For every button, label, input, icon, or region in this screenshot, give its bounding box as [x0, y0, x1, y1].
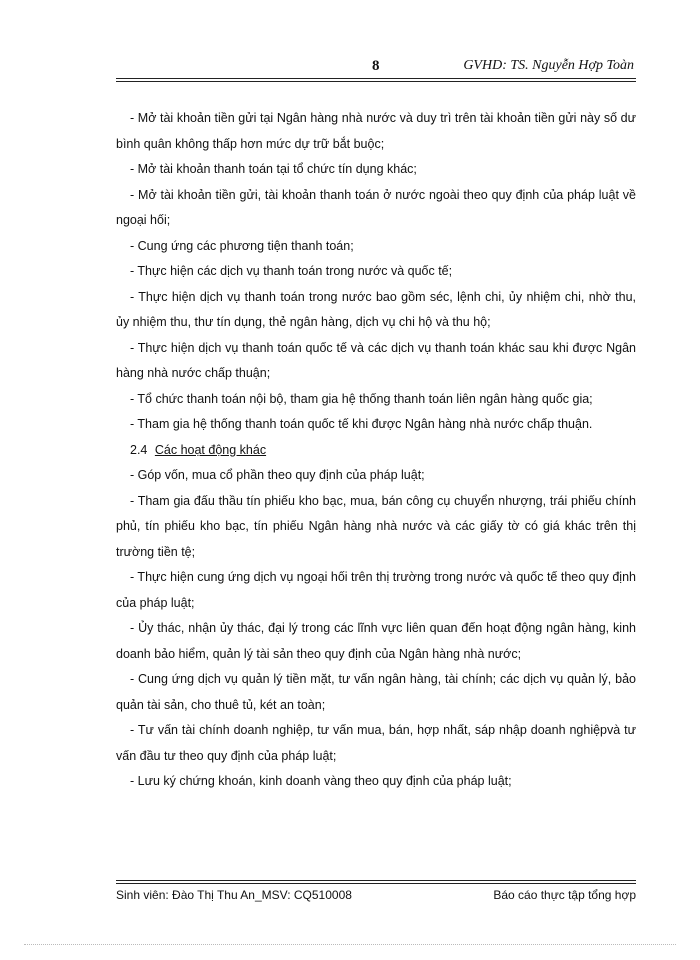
report-label: Báo cáo thực tập tổng hợp — [493, 888, 636, 902]
footer-divider — [116, 880, 636, 884]
paragraph: - Tham gia hệ thống thanh toán quốc tế khi được Ngân hàng nhà nước chấp thuận. — [130, 417, 593, 431]
paragraph: - Mở tài khoản tiền gửi tại Ngân hàng nhà nước và duy trì trên tài khoản tiền gửi này số dư bình quân không thấp hơn mức dự trữ bắt buộc; — [116, 111, 636, 151]
paragraph: - Thực hiện cung ứng dịch vụ ngoại hối trên thị trường trong nước và quốc tế theo quy định của pháp luật; — [116, 570, 636, 610]
paragraph: - Lưu ký chứng khoán, kinh doanh vàng theo quy định của pháp luật; — [130, 774, 512, 788]
paragraph: - Cung ứng các phương tiện thanh toán; — [130, 238, 354, 253]
page-number: 8 — [372, 58, 380, 74]
paragraph: - Mở tài khoản thanh toán tại tổ chức tín dụng khác; — [130, 162, 417, 176]
page-bottom-border — [24, 944, 676, 945]
section-title: Các hoạt động khác — [154, 442, 267, 457]
paragraph: - Tổ chức thanh toán nội bộ, tham gia hệ thống thanh toán liên ngân hàng quốc gia; — [130, 391, 593, 406]
paragraph: - Thực hiện dịch vụ thanh toán trong nước bao gồm séc, lệnh chi, ủy nhiệm chi, nhờ thu, ủy nhiệm thu, thư tín dụng, thẻ ngân hàng, dịch vụ chi hộ và thu hộ; — [116, 289, 636, 329]
header-divider — [116, 78, 636, 82]
paragraph: - Ủy thác, nhận ủy thác, đại lý trong các lĩnh vực liên quan đến hoạt động ngân hàng, kinh doanh bảo hiểm, quản lý tài sản theo quy định của Ngân hàng nhà nước; — [116, 621, 636, 661]
paragraph: - Mở tài khoản tiền gửi, tài khoản thanh toán ở nước ngoài theo quy định của pháp luật về ngoại hối; — [116, 187, 636, 227]
section-number: 2.4 — [130, 442, 148, 457]
student-label: Sinh viên: Đào Thị Thu An_MSV: CQ510008 — [116, 888, 352, 902]
page-header — [116, 58, 636, 78]
paragraph: - Tham gia đấu thầu tín phiếu kho bạc, mua, bán công cụ chuyển nhượng, trái phiếu chính phủ, tín phiếu kho bạc, tín phiếu Ngân hàng nhà nước và các giấy tờ có giá khác trên thị trường tiền tệ; — [116, 493, 636, 559]
paragraph: - Cung ứng dịch vụ quản lý tiền mặt, tư vấn ngân hàng, tài chính; các dịch vụ quản lý, bảo quản tài sản, cho thuê tủ, két an toàn; — [116, 672, 636, 712]
document-body — [116, 106, 636, 795]
section-heading — [130, 438, 636, 464]
paragraph: - Thực hiện các dịch vụ thanh toán trong nước và quốc tế; — [130, 264, 453, 278]
paragraph: - Góp vốn, mua cổ phần theo quy định của pháp luật; — [130, 468, 425, 482]
supervisor-label: GVHD: TS. Nguyễn Hợp Toàn — [463, 58, 634, 73]
paragraph: - Tư vấn tài chính doanh nghiệp, tư vấn mua, bán, hợp nhất, sáp nhập doanh nghiệpvà tư vấn đầu tư theo quy định của pháp luật; — [116, 723, 636, 763]
paragraph: - Thực hiện dịch vụ thanh toán quốc tế và các dịch vụ thanh toán khác sau khi được Ngân hàng nhà nước chấp thuận; — [116, 340, 636, 380]
